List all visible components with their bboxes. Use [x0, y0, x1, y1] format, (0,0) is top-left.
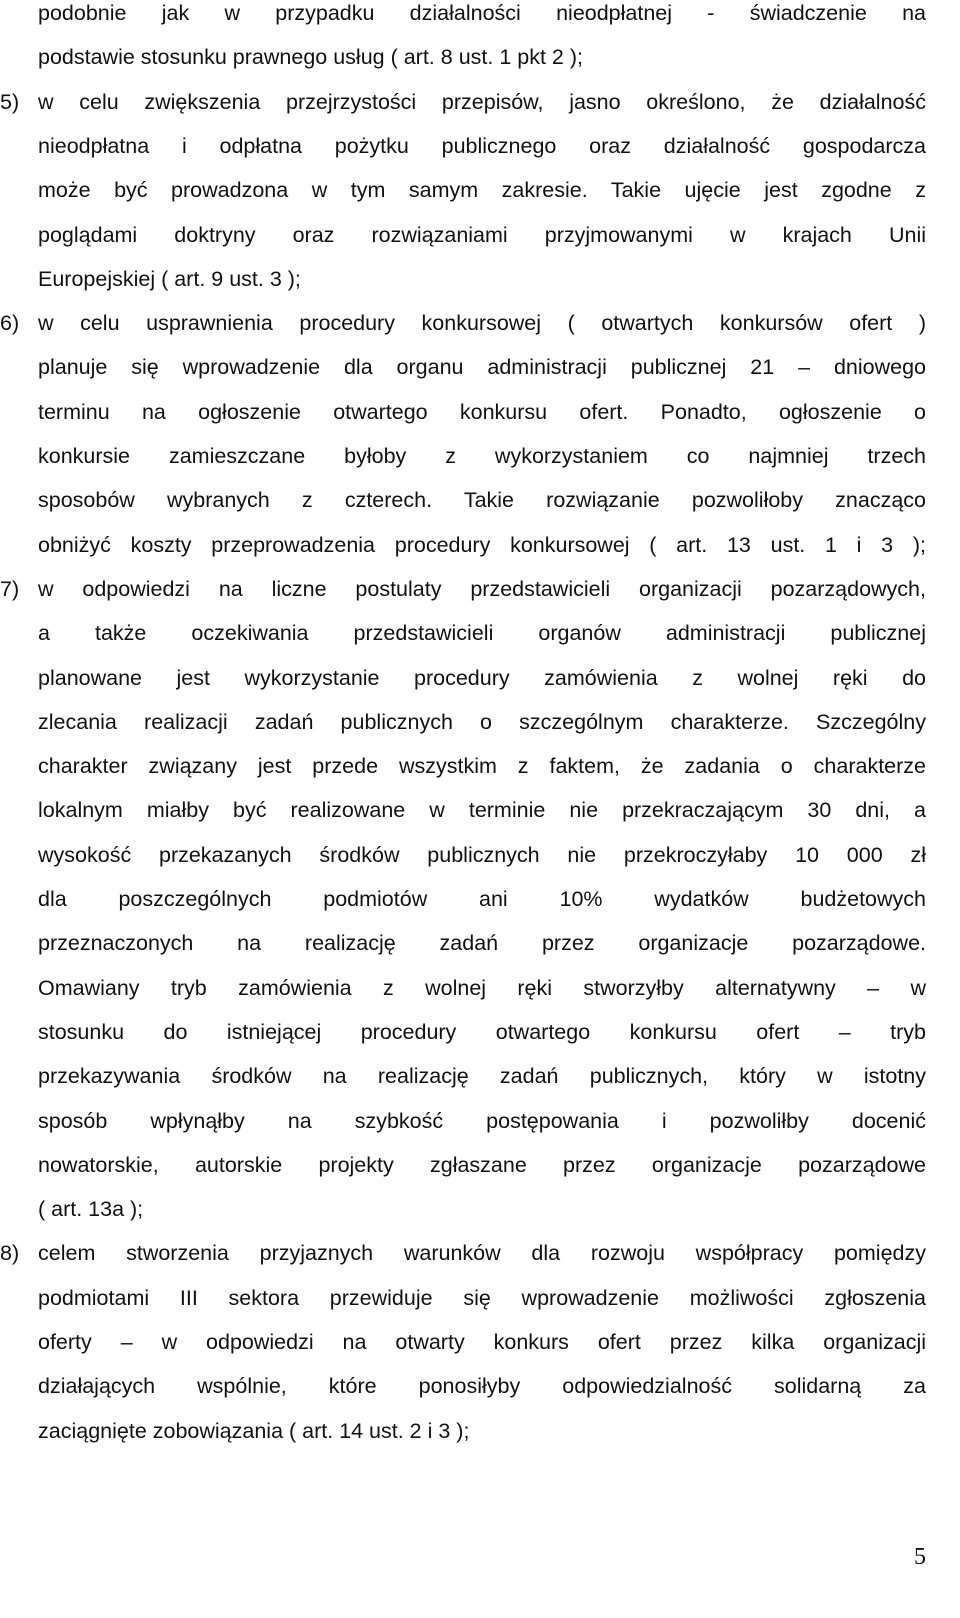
paragraph-text: dla poszczególnych podmiotów ani 10% wydatków budżetowych	[38, 887, 926, 911]
paragraph-text: Europejskiej ( art. 9 ust. 3 );	[38, 267, 301, 291]
text-line	[0, 443, 960, 469]
paragraph-text: Omawiany tryb zamówienia z wolnej ręki stworzyłby alternatywny – w	[38, 976, 926, 1000]
paragraph-text: stosunku do istniejącej procedury otwartego konkursu ofert – tryb	[38, 1020, 926, 1044]
paragraph-text: podmiotami III sektora przewiduje się wprowadzenie możliwości zgłoszenia	[38, 1286, 926, 1310]
paragraph-text: przeznaczonych na realizację zadań przez organizacje pozarządowe.	[38, 931, 926, 955]
page-number: 5	[914, 1544, 926, 1570]
paragraph-text: w celu zwiększenia przejrzystości przepisów, jasno określono, że działalność	[38, 90, 926, 114]
text-line	[0, 133, 960, 159]
list-item-number: 7)	[0, 577, 20, 601]
text-line	[0, 0, 960, 26]
text-line	[0, 1373, 960, 1399]
paragraph-text: działających wspólnie, które ponosiłyby odpowiedzialność solidarną za	[38, 1374, 926, 1398]
paragraph-text: podobnie jak w przypadku działalności nieodpłatnej - świadczenie na	[38, 1, 926, 25]
text-line	[0, 222, 960, 248]
paragraph-text: terminu na ogłoszenie otwartego konkursu ofert. Ponadto, ogłoszenie o	[38, 400, 926, 424]
text-line	[0, 620, 960, 646]
text-line	[0, 310, 960, 336]
paragraph-text: wysokość przekazanych środków publicznych nie przekroczyłaby 10 000 zł	[38, 843, 926, 867]
paragraph-text: lokalnym miałby być realizowane w terminie nie przekraczającym 30 dni, a	[38, 798, 926, 822]
paragraph-text: nieodpłatna i odpłatna pożytku publicznego oraz działalność gospodarcza	[38, 134, 926, 158]
text-line	[0, 797, 960, 823]
paragraph-text: celem stworzenia przyjaznych warunków dla rozwoju współpracy pomiędzy	[38, 1241, 926, 1265]
paragraph-text: planowane jest wykorzystanie procedury zamówienia z wolnej ręki do	[38, 666, 926, 690]
text-line	[0, 665, 960, 691]
paragraph-text: może być prowadzona w tym samym zakresie. Takie ujęcie jest zgodne z	[38, 178, 926, 202]
text-line	[0, 487, 960, 513]
text-line	[0, 709, 960, 735]
paragraph-text: podstawie stosunku prawnego usług ( art. 8 ust. 1 pkt 2 );	[38, 45, 583, 69]
text-line	[0, 44, 960, 70]
list-item-number: 5)	[0, 90, 20, 114]
text-line	[0, 1240, 960, 1266]
paragraph-text: sposobów wybranych z czterech. Takie rozwiązanie pozwoliłoby znacząco	[38, 488, 926, 512]
paragraph-text: poglądami doktryny oraz rozwiązaniami przyjmowanymi w krajach Unii	[38, 223, 926, 247]
paragraph-text: charakter związany jest przede wszystkim z faktem, że zadania o charakterze	[38, 754, 926, 778]
text-line	[0, 1329, 960, 1355]
paragraph-text: w celu usprawnienia procedury konkursowej ( otwartych konkursów ofert )	[38, 311, 926, 335]
text-line	[0, 1063, 960, 1089]
paragraph-text: obniżyć koszty przeprowadzenia procedury konkursowej ( art. 13 ust. 1 i 3 );	[38, 533, 926, 557]
paragraph-text: zlecania realizacji zadań publicznych o szczególnym charakterze. Szczególny	[38, 710, 926, 734]
text-line	[0, 399, 960, 425]
paragraph-text: oferty – w odpowiedzi na otwarty konkurs ofert przez kilka organizacji	[38, 1330, 926, 1354]
text-line	[0, 1108, 960, 1134]
paragraph-text: planuje się wprowadzenie dla organu administracji publicznej 21 – dniowego	[38, 355, 926, 379]
paragraph-text: przekazywania środków na realizację zadań publicznych, który w istotny	[38, 1064, 926, 1088]
paragraph-text: w odpowiedzi na liczne postulaty przedstawicieli organizacji pozarządowych,	[38, 577, 926, 601]
text-line	[0, 354, 960, 380]
text-line	[0, 1418, 960, 1444]
text-line	[0, 1152, 960, 1178]
paragraph-text: konkursie zamieszczane byłoby z wykorzystaniem co najmniej trzech	[38, 444, 926, 468]
text-line	[0, 842, 960, 868]
text-line	[0, 753, 960, 779]
text-line	[0, 532, 960, 558]
text-line	[0, 89, 960, 115]
text-line	[0, 930, 960, 956]
paragraph-text: a także oczekiwania przedstawicieli organów administracji publicznej	[38, 621, 926, 645]
text-line	[0, 266, 960, 292]
text-line	[0, 1285, 960, 1311]
text-line	[0, 886, 960, 912]
paragraph-text: nowatorskie, autorskie projekty zgłaszane przez organizacje pozarządowe	[38, 1153, 926, 1177]
text-line	[0, 576, 960, 602]
list-item-number: 6)	[0, 311, 20, 335]
paragraph-text: zaciągnięte zobowiązania ( art. 14 ust. 2 i 3 );	[38, 1419, 470, 1443]
text-line	[0, 1019, 960, 1045]
text-line	[0, 975, 960, 1001]
paragraph-text: sposób wpłynąłby na szybkość postępowania i pozwoliłby docenić	[38, 1109, 926, 1133]
paragraph-text: ( art. 13a );	[38, 1197, 144, 1221]
text-line	[0, 1196, 960, 1222]
text-line	[0, 177, 960, 203]
list-item-number: 8)	[0, 1241, 20, 1265]
